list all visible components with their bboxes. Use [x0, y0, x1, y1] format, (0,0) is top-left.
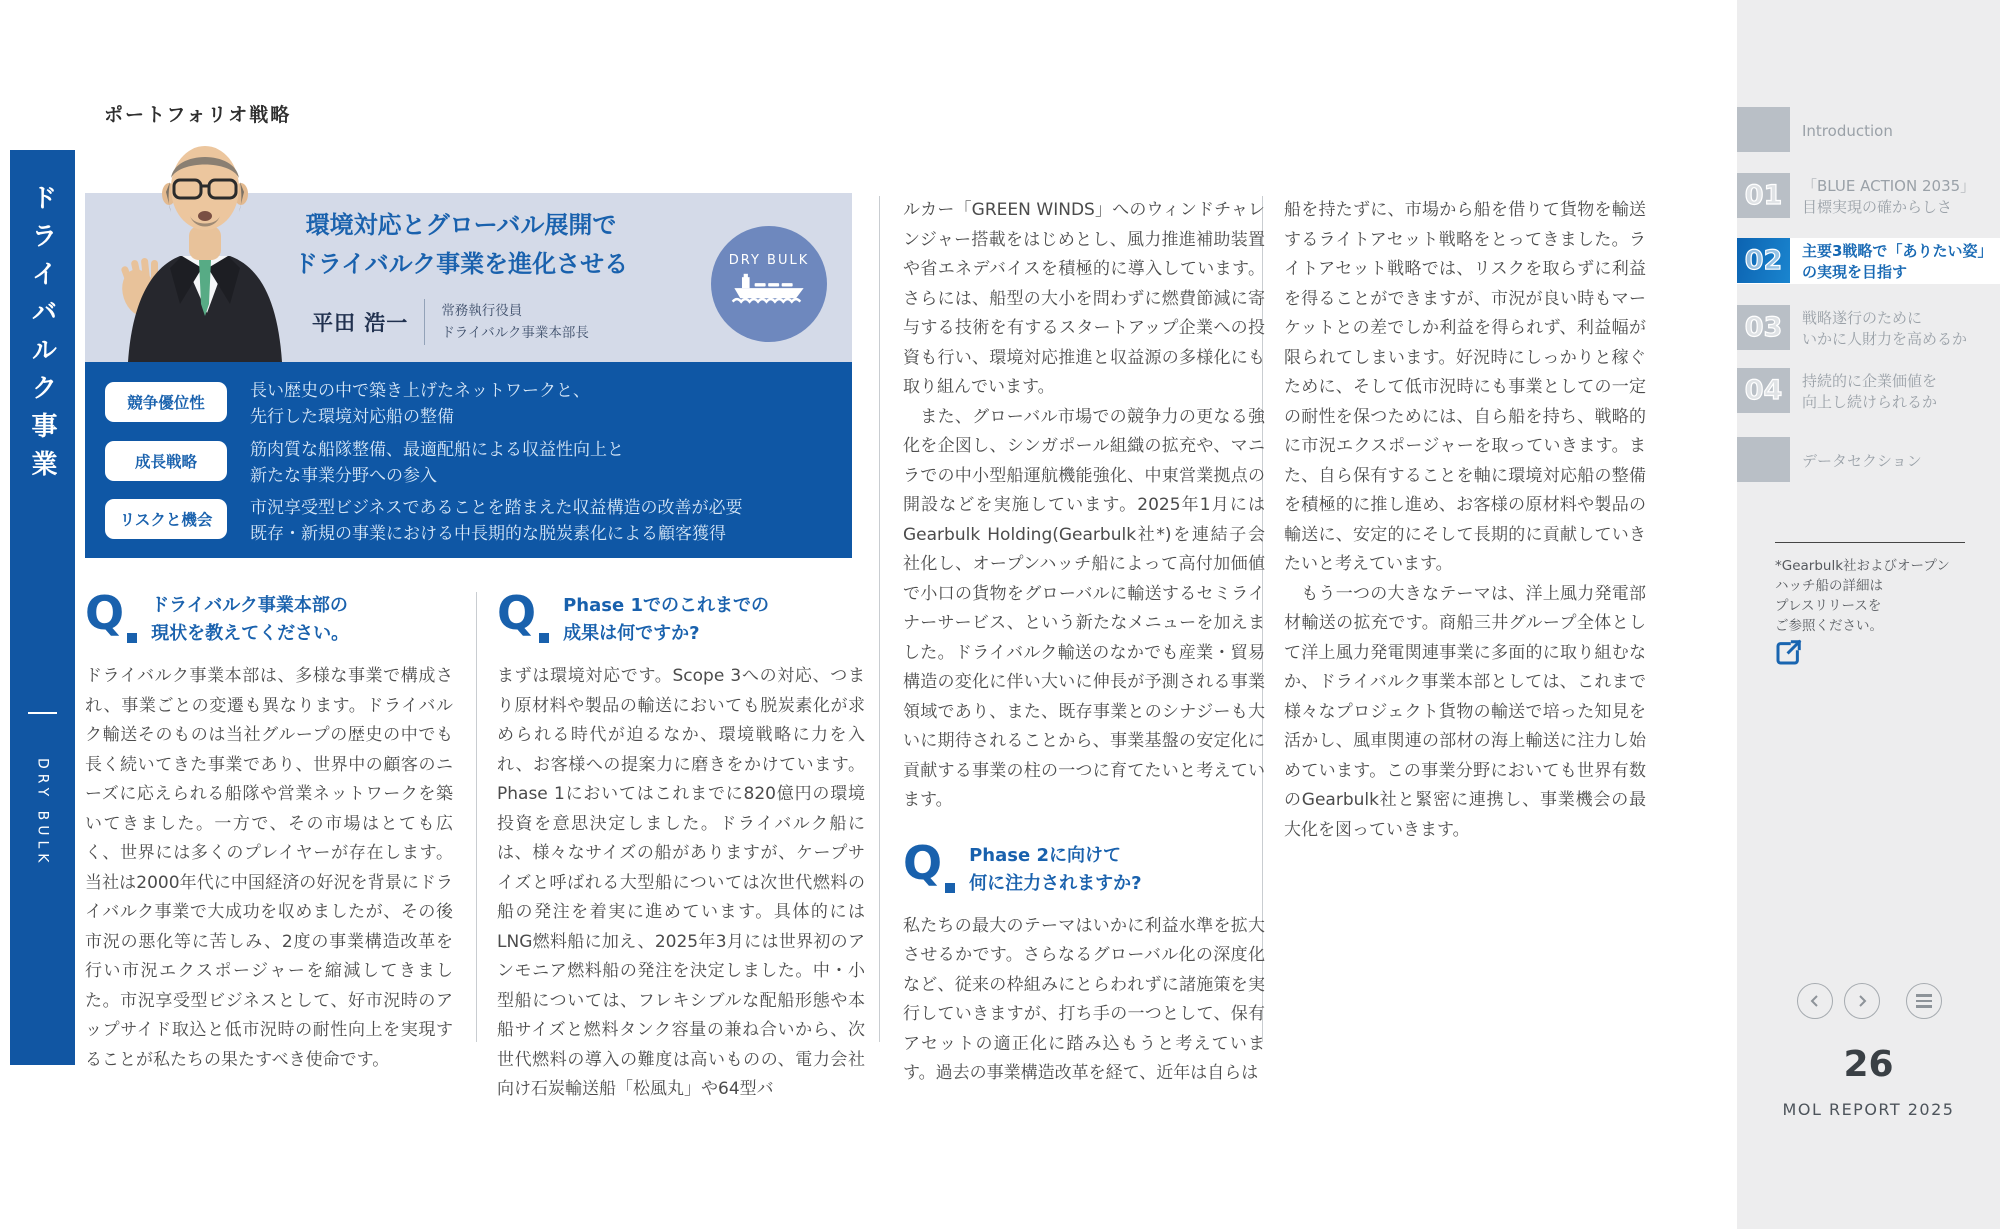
column-3-paragraph-2: また、グローバル市場での競争力の更なる強化を企図し、シンガポール組織の拡充や、マニラでの中小型船運航機能強化、中東営業拠点の開設などを実施しています。2025年1月にはGearbulk Holding(Gearbulk社*)を連結子会社化し、オープンハッチ船によって高付加価値で小口の貨物をグローバルに輸送するセミライナーサービス、という新たなメニューを加えました。ドライバルク輸送のなかでも産業・貿易構造の変化に伴い大いに伸長が予測される事業領域であり、また、既存事業とのシナジーも大いに期待されることから、事業基盤の安定化に貢献する事業の柱の一つに育てたいと考えています。 [903, 406, 1265, 810]
question-line: 何に注力されますか? [969, 872, 1142, 894]
tag-risks-opportunities-desc [250, 495, 743, 547]
section-title-vertical: ドライバルク事業 [27, 184, 57, 488]
column-3-paragraph-1: ルカー「GREEN WINDS」へのウィンドチャレンジャー搭載をはじめとし、風力推進補助装置や省エネデバイスを積極的に導入しています。さらには、船型の大小を問わずに燃費節減に寄与する技術を有するスタートアップ企業への投資も行い、環境対応推進と収益源の多様化にも取り組んでいます。 [903, 200, 1265, 397]
page-number: 26 [1843, 1044, 1894, 1085]
answer-2-body: まずは環境対応です。Scope 3への対応、つまり原材料や製品の輸送においても脱炭素化が求められる時代が迫るなか、環境戦略に力を入れ、お客様への提案力に磨きをかけています。Phase 1においてはこれまでに820億円の環境投資を意思決定しました。ドライバルク船には、様々なサイズの船がありますが、ケープサイズと呼ばれる大型船については次世代燃料の船の発注を着実に進めています。具体的にはLNG燃料船に加え、2025年3月には世界初のアンモニア燃料船の発注を決定しました。中・小型船については、フレキシブルな配船形態や本船サイズと燃料タンク容量の兼ね合いから、次世代燃料の導入の難度は高いものの、電力会社向け石炭輸送船「松風丸」や64型バ [497, 666, 865, 1099]
nav-label-line: 目標実現の確からしさ [1802, 198, 1953, 216]
answer-3-body: 私たちの最大のテーマはいかに利益水準を拡大させるかです。さらなるグローバル化の深度化など、従来の枠組みにとらわれずに諸施策を実行していきますが、打ち手の一つとして、保有アセットの適正化に踏み込もうと考えています。過去の事業構造改革を経て、近年は自らは [903, 915, 1265, 1083]
section-divider [28, 712, 57, 714]
qa-column-1 [85, 586, 453, 1075]
sidebar-item-introduction[interactable] [1802, 121, 1994, 142]
qa-column-3 [903, 196, 1265, 1089]
question-line: 現状を教えてください。 [151, 623, 350, 644]
qa-column-2 [497, 586, 865, 1105]
q-glyph-dot [127, 633, 137, 643]
nav-label-line: Introduction [1802, 122, 1893, 140]
page-category-label: ポートフォリオ戦略 [104, 104, 292, 126]
nav-label-line: 向上し続けられるか [1802, 393, 1938, 411]
section-tab-bar [10, 150, 75, 1065]
sidebar-item-three-strategies-active[interactable] [1802, 241, 1994, 283]
question-3-heading [903, 835, 1265, 898]
q-glyph-dot [539, 633, 549, 643]
tag-desc-line: 筋肉質な船隊整備、最適配船による収益性向上と [250, 440, 624, 460]
column-divider [879, 196, 880, 1042]
name-role-divider [424, 299, 425, 345]
question-1-text [151, 592, 349, 648]
question-line: 成果は何ですか? [563, 623, 700, 644]
previous-page-button[interactable] [1797, 983, 1833, 1019]
tag-desc-line: 長い歴史の中で築き上げたネットワークと、 [250, 381, 590, 401]
menu-button[interactable] [1906, 983, 1942, 1019]
footnote-line3: プレスリリースを [1775, 598, 1882, 614]
external-link-icon[interactable] [1773, 638, 1803, 668]
question-2-heading [497, 586, 865, 648]
nav-box-04[interactable]: 04 [1737, 368, 1790, 413]
tag-competitive-advantage-desc [250, 378, 590, 430]
nav-box-introduction[interactable] [1737, 107, 1790, 152]
nav-box-03[interactable]: 03 [1737, 305, 1790, 350]
nav-label-line: の実現を目指す [1802, 263, 1908, 281]
footnote-divider [1775, 542, 1965, 543]
executive-role-line1: 常務執行役員 [441, 303, 523, 319]
tag-competitive-advantage: 競争優位性 [105, 382, 227, 422]
next-page-button[interactable] [1844, 983, 1880, 1019]
question-2-text [563, 592, 769, 648]
tag-growth-strategy: 成長戦略 [105, 441, 227, 481]
nav-box-data-section[interactable] [1737, 437, 1790, 482]
tag-desc-line: 先行した環境対応船の整備 [250, 407, 454, 427]
question-line: Phase 2に向けて [969, 844, 1121, 866]
sidebar-item-human-capital[interactable] [1802, 308, 1994, 350]
sidebar-item-corporate-value[interactable] [1802, 371, 1994, 413]
hamburger-icon [1916, 994, 1932, 1008]
question-line: Phase 1でのこれまでの [563, 595, 769, 616]
report-name: MOL REPORT 2025 [1782, 1100, 1955, 1119]
question-1-heading [85, 586, 453, 648]
tag-desc-line: 既存・新規の事業における中長期的な脱炭素化による顧客獲得 [250, 524, 726, 544]
column-4-paragraph-2: もう一つの大きなテーマは、洋上風力発電部材輸送の拡充です。商船三井グループ全体として洋上風力発電関連事業に多面的に取り組むなか、ドライバルク事業本部としては、これまで様々なプロジェクト貨物の輸送で培った知見を活かし、風車関連の部材の海上輸送に注力し始めています。この事業分野においても世界有数のGearbulk社と緊密に連携し、事業機会の最大化を図っていきます。 [1284, 583, 1646, 840]
nav-label-line: 戦略遂行のために [1802, 309, 1923, 327]
nav-label-line: 「BLUE ACTION 2035」 [1802, 177, 1976, 195]
q-glyph-dot [945, 883, 955, 893]
chevron-right-icon [1855, 994, 1869, 1008]
executive-portrait-photo [110, 108, 300, 362]
nav-box-01[interactable]: 01 [1737, 173, 1790, 218]
sidebar-item-blue-action-2035[interactable] [1802, 176, 1994, 218]
tag-desc-line: 市況享受型ビジネスであることを踏まえた収益構造の改善が必要 [250, 498, 743, 518]
question-3-text [969, 842, 1141, 898]
tag-growth-strategy-desc [250, 437, 624, 489]
nav-label-line: 主要3戦略で「ありたい姿」 [1802, 242, 1993, 260]
footnote-line4: ご参照ください。 [1775, 618, 1883, 634]
hero-title-line2: ドライバルク事業を進化させる [293, 250, 629, 278]
q-glyph: Q [85, 586, 125, 640]
hero-title-line1: 環境対応とグローバル展開で [305, 211, 617, 239]
dry-bulk-badge [711, 226, 827, 342]
section-subtitle-vertical: DRY BULK [34, 758, 51, 868]
dry-bulk-badge-label: DRY BULK [728, 253, 810, 268]
footnote-line1: *Gearbulk社およびオープン [1775, 558, 1950, 574]
answer-1-body: ドライバルク事業本部は、多様な事業で構成され、事業ごとの変遷も異なります。ドライバルク輸送そのものは当社グループの歴史の中でも長く続いてきた事業であり、世界中の顧客のニーズに応えられる船隊や営業ネットワークを築いてきました。一方で、その市場はとても広く、世界には多くのプレイヤーが存在します。当社は2000年代に中国経済の好況を背景にドライバルク事業で大成功を収めましたが、その後市況の悪化等に苦しみ、2度の事業構造改革を行い市況エクスポージャーを縮減してきました。市況享受型ビジネスとして、好市況時のアップサイド取込と低市況時の耐性向上を実現することが私たちの果たすべき使命です。 [85, 666, 453, 1070]
nav-label-line: データセクション [1802, 452, 1922, 470]
column-4-paragraph-1: 船を持たずに、市場から船を借りて貨物を輸送するライトアセット戦略をとってきました。ライトアセット戦略では、リスクを取らずに利益を得ることができますが、市況が良い時もマーケットとの差でしか利益を得られず、利益幅が限られてしまいます。好況時にしっかりと稼ぐために、そして低市況時にも事業としての一定の耐性を保つためには、自ら船を持ち、戦略的に市況エクスポージャーを取っていきます。また、自ら保有することを軸に環境対応船の整備を積極的に推し進め、お客様の原材料や製品の輸送に、安定的にそして長期的に貢献していきたいと考えています。 [1284, 200, 1646, 574]
q-glyph: Q [903, 835, 943, 890]
executive-name-row [312, 299, 589, 345]
question-line: ドライバルク事業本部の [151, 595, 348, 616]
hero-title [293, 206, 629, 284]
nav-label-line: 持続的に企業価値を [1802, 372, 1938, 390]
qa-column-4 [1284, 196, 1646, 845]
tag-risks-opportunities: リスクと機会 [105, 499, 227, 539]
chevron-left-icon [1808, 994, 1822, 1008]
sidebar-item-data-section[interactable] [1802, 451, 1994, 472]
executive-name: 平田 浩一 [312, 311, 409, 335]
nav-box-02-active[interactable]: 02 [1737, 238, 1790, 283]
tag-desc-line: 新たな事業分野への参入 [250, 466, 437, 486]
q-glyph: Q [497, 586, 537, 640]
executive-role-line2: ドライバルク事業本部長 [441, 325, 589, 341]
ship-icon [731, 272, 807, 306]
footnote [1775, 556, 1950, 636]
executive-role [441, 300, 589, 344]
column-divider [476, 592, 477, 1042]
footnote-line2: ハッチ船の詳細は [1775, 578, 1883, 594]
nav-label-line: いかに人財力を高めるか [1802, 330, 1968, 348]
